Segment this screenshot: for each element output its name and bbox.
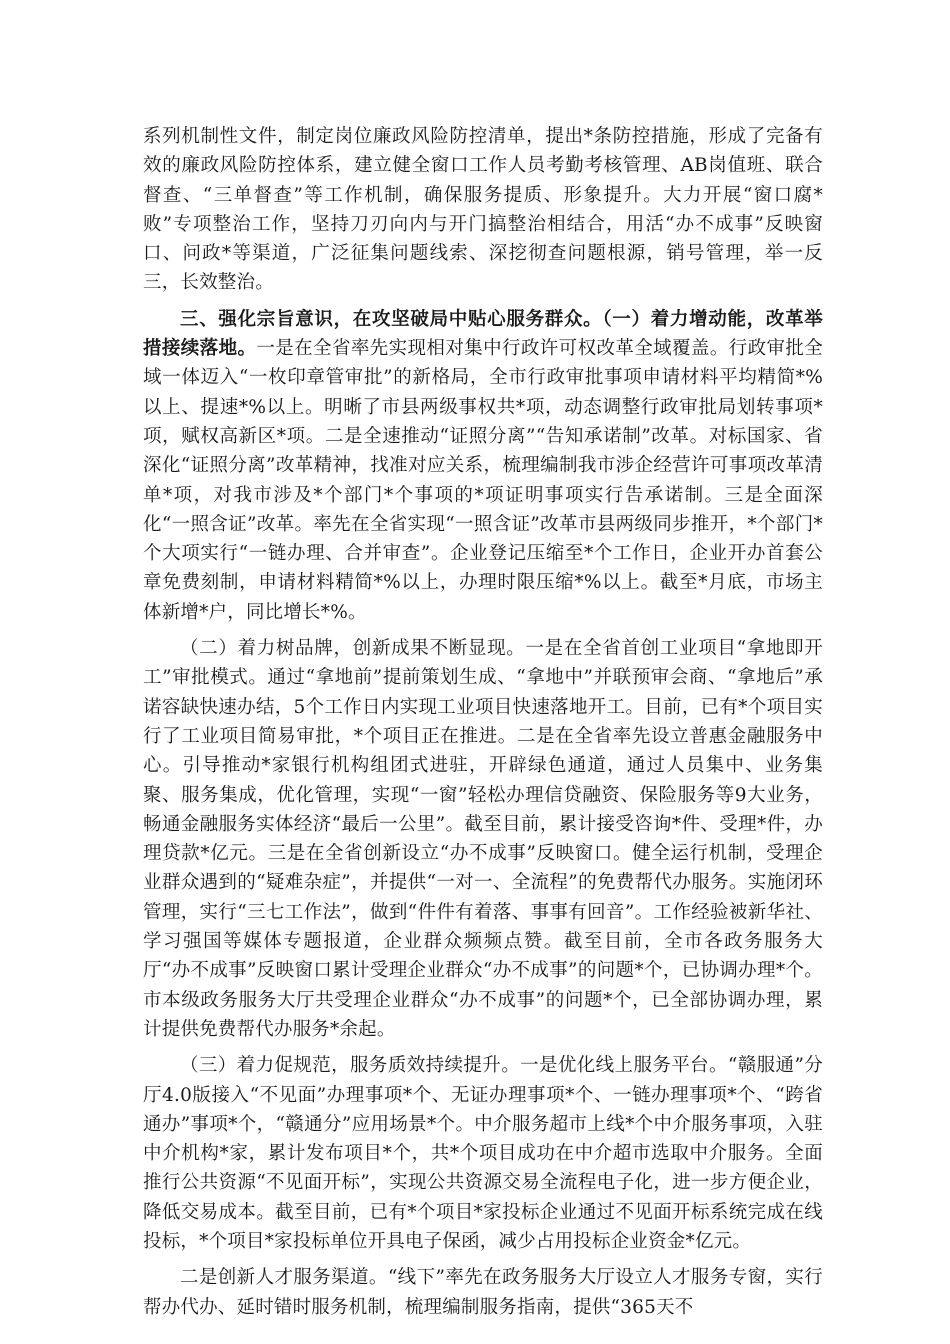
paragraph-talent-service: 二是创新人才服务渠道。“线下”率先在政务服务大厅设立人才服务专窗，实行帮办代办、延时错时服务机制，梳理编制服务指南，提供“365天不 [143,1267,823,1318]
paragraph-service-quality: （三）着力促规范，服务质效持续提升。一是优化线上服务平台。“赣服通”分厅4.0版接入“不见面”办理事项*个、无证办理事项*个、一链办理事项*个、“跨省通办”事项*个，“赣通分”应用场景*个。中介服务超市上线*个中介服务事项，入驻中介机构*家，累计发布项目*个，共*个项目成功在中介超市选取中介服务。全面推行公共资源“不见面开标”，实现公共资源交易全流程电子化，进一步方便企业，降低交易成本。截至目前，已有*个项目*家投标企业通过不见面开标系统完成在线投标，*个项目*家投标单位开具电子保函，减少占用投标企业资金*亿元。 [143,1055,823,1252]
section-body: 一是在全省率先实现相对集中行政许可权改革全域覆盖。行政审批全域一体迈入“一枚印章管审批”的新格局，全市行政审批事项申请材料平均精简*%以上、提速*%以上。明晰了市县两级事权共*项，动态调整行政审批局划转事项*项，赋权高新区*项。二是全速推动“证照分离”“告知承诺制”改革。对标国家、省深化“证照分离”改革精神，找准对应关系，梳理编制我市涉企经营许可事项改革清单*项，对我市涉及*个部门*个事项的*项证明事项实行告承诺制。三是全面深化“一照含证”改革。率先在全省实现“一照含证”改革市县两级同步推开，*个部门*个大项实行“一链办理、合并审查”。企业登记压缩至*个工作日，企业开办首套公章免费刻制，申请材料精简*%以上，办理时限压缩*%以上。截至*月底，市场主体新增*户，同比增长*%。 [143,338,823,623]
paragraph-brand-innovation: （二）着力树品牌，创新成果不断显现。一是在全省首创工业项目“拿地即开工”审批模式。通过“拿地前”提前策划生成、“拿地中”并联预审会商、“拿地后”承诺容缺快速办结，5个工作日内实现工业项目快速落地开工。目前，已有*个项目实行了工业项目简易审批，*个项目正在推进。二是在全省率先设立普惠金融服务中心。引导推动*家银行机构组团式进驻，开辟绿色通道，通过人员集中、业务集聚、服务集成，优化管理，实现“一窗”轻松办理信贷融资、保险服务等9大业务，畅通金融服务实体经济“最后一公里”。截至目前，累计接受咨询*件、受理*件，办理贷款*亿元。三是在全省创新设立“办不成事”反映窗口。健全运行机制，受理企业群众遇到的“疑难杂症”，并提供“一对一、全流程”的免费帮代办服务。实施闭环管理，实行“三七工作法”，做到“件件有着落、事事有回音”。工作经验被新华社、学习强国等媒体专题报道，企业群众频频点赞。截至目前，全市各政务服务大厅“办不成事”反映窗口累计受理企业群众“办不成事”的问题*个，已协调办理*个。市本级政务服务大厅共受理企业群众“办不成事”的问题*个，已全部协调办理，累计提供免费帮代办服务*余起。 [143,638,823,1040]
section-heading: 三、强化宗旨意识，在攻坚破局中贴心服务群众。（一）着力增动能，改革举措接续落地。 [143,308,823,360]
paragraph-continuation: 系列机制性文件，制定岗位廉政风险防控清单，提出*条防控措施，形成了完备有效的廉政风险防控体系，建立健全窗口工作人员考勤考核管理、AB岗值班、联合督查、“三单督查”等工作机制，确保服务提质、形象提升。大力开展“窗口腐*败”专项整治工作，坚持刀刃向内与开门搞整治相结合，用活“办不成事”反映窗口、问政*等渠道，广泛征集问题线索、深挖彻查问题根源，销号管理，举一反三，长效整治。 [143,126,823,294]
document-page [143,122,823,1322]
paragraph-section-three [143,305,823,627]
